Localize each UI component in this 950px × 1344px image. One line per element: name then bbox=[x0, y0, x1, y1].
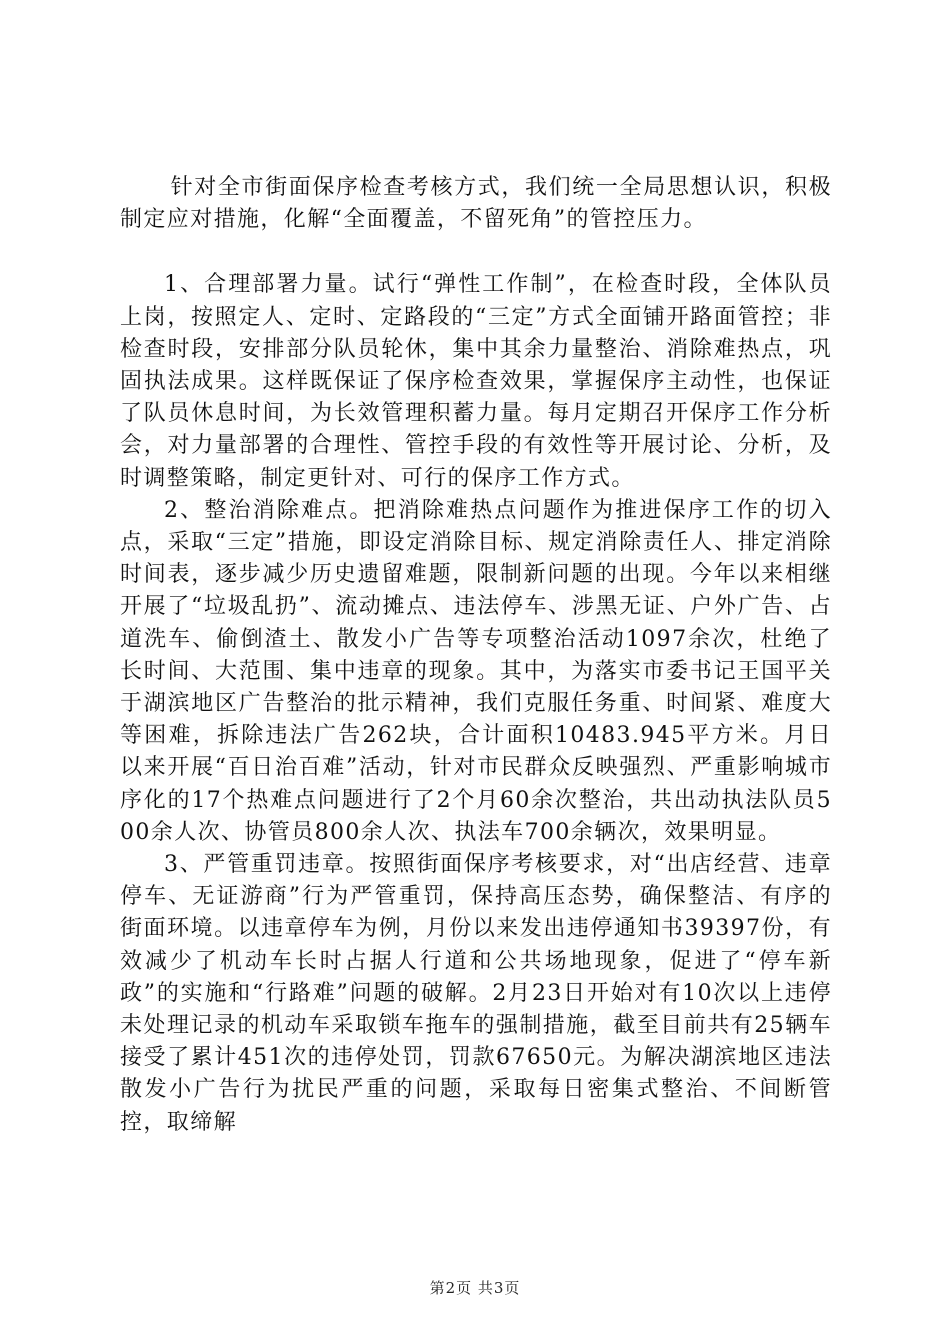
document-body bbox=[120, 172, 832, 1139]
intro-paragraph: 针对全市街面保序检查考核方式，我们统一全局思想认识，积极制定应对措施，化解“全面覆盖，不留死角”的管控压力。 bbox=[120, 175, 832, 233]
paragraph-deploy-forces: 1、合理部署力量。试行“弹性工作制”，在检查时段，全体队员上岗，按照定人、定时、定路段的“三定”方式全面铺开路面管控；非检查时段，安排部分队员轮休，集中其余力量整治、消除难热点，巩固执法成果。这样既保证了保序检查效果，掌握保序主动性，也保证了队员休息时间，为长效管理积蓄力量。每月定期召开保序工作分析会，对力量部署的合理性、管控手段的有效性等开展讨论、分析，及时调整策略，制定更针对、可行的保序工作方式。 bbox=[120, 272, 832, 491]
paragraph-eliminate-difficulties: 2、整治消除难点。把消除难热点问题作为推进保序工作的切入点，采取“三定”措施，即设定消除目标、规定消除责任人、排定消除时间表，逐步减少历史遗留难题，限制新问题的出现。今年以来相继开展了“垃圾乱扔”、流动摊点、违法停车、涉黑无证、户外广告、占道洗车、偷倒渣土、散发小广告等专项整治活动1097余次，杜绝了长时间、大范围、集中违章的现象。其中，为落实市委书记王国平关于湖滨地区广告整治的批示精神，我们克服任务重、时间紧、难度大等困难，拆除违法广告262块，合计面积10483.945平方米。月日以来开展“百日治百难”活动，针对市民群众反映强烈、严重影响城市序化的17个热难点问题进行了2个月60余次整治，共出动执法队员500余人次、协管员800余人次、执法车700余辆次，效果明显。 bbox=[120, 497, 832, 845]
paragraph-strict-penalties: 3、严管重罚违章。按照街面保序考核要求，对“出店经营、违章停车、无证游商”行为严管重罚，保持高压态势，确保整洁、有序的街面环境。以违章停车为例，月份以来发出违停通知书39397份，有效减少了机动车长时占据人行道和公共场地现象，促进了“停车新政”的实施和“行路难”问题的破解。2月23日开始对有10次以上违停未处理记录的机动车采取锁车拖车的强制措施，截至目前共有25辆车接受了累计451次的违停处罚，罚款67650元。为解决湖滨地区违法散发小广告行为扰民严重的问题，采取每日密集式整治、不间断管控，取缔解 bbox=[120, 852, 832, 1135]
page-number-footer: 第2页 共3页 bbox=[429, 1279, 521, 1297]
